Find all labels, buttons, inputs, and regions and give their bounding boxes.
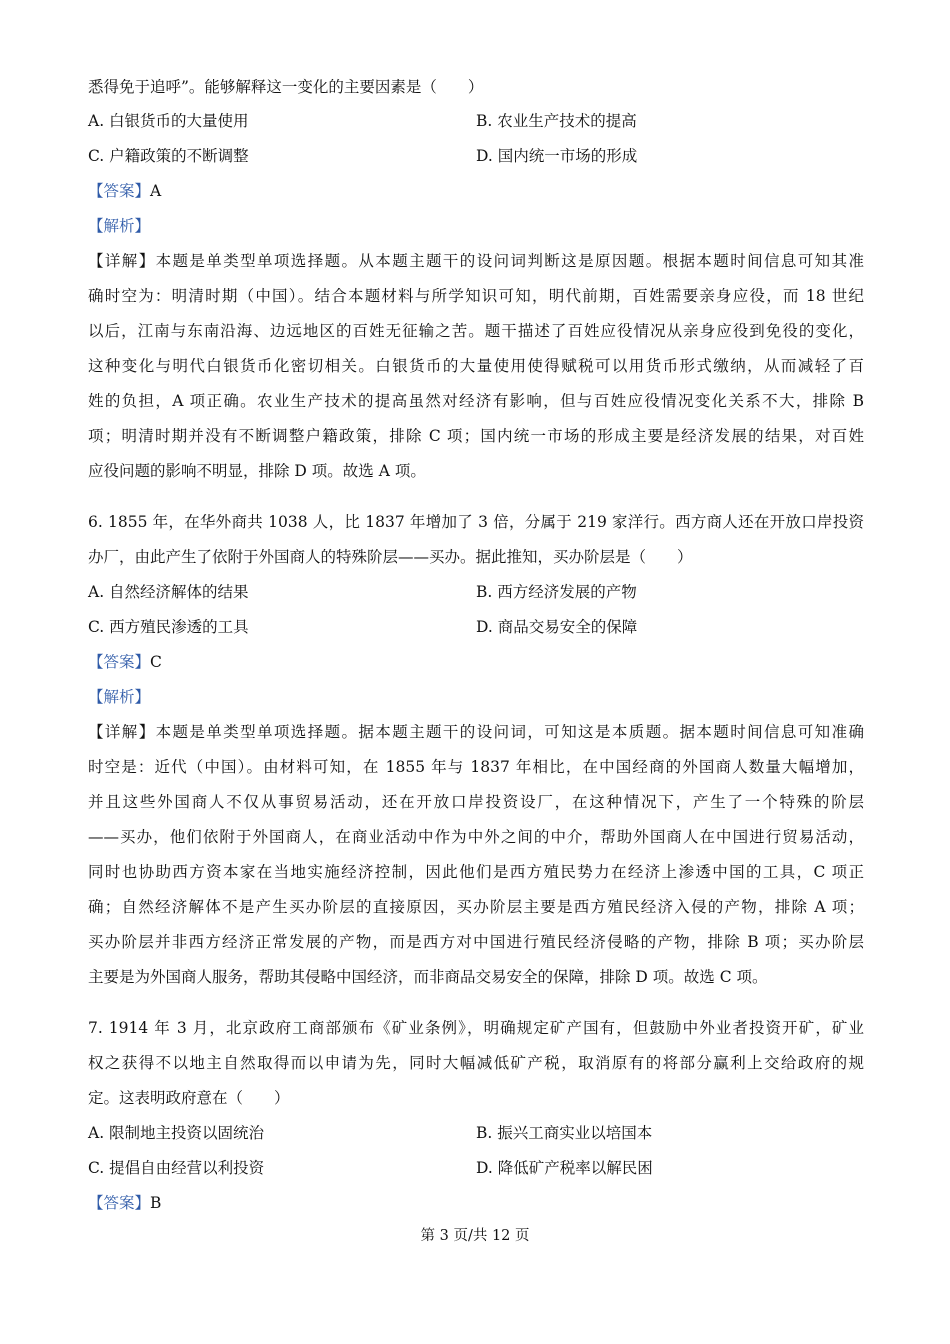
q6-detail-line: 并且这些外国商人不仅从事贸易活动，还在开放口岸投资设厂，在这种情况下，产生了一个特殊的阶层 <box>88 793 864 811</box>
q7-answer <box>88 1192 864 1214</box>
q5-stem-tail: 悉得免于追呼”。能够解释这一变化的主要因素是（ ） <box>88 78 484 96</box>
q6-option-b: B. 西方经济发展的产物 <box>476 583 637 601</box>
detail-tag: 【详解】 <box>88 723 156 741</box>
q7-option-a: A. 限制地主投资以固统治 <box>88 1124 265 1142</box>
q5-detail-line: 应役问题的影响不明显，排除 D 项。故选 A 项。 <box>88 462 426 480</box>
q5-analysis-tag: 【解析】 <box>88 217 151 235</box>
q7-stem-line: 7. 1914 年 3 月，北京政府工商部颁布《矿业条例》，明确规定矿产国有，但鼓励中外业者投资开矿，矿业 <box>88 1019 864 1037</box>
q6-stem-line: 办厂，由此产生了依附于外国商人的特殊阶层——买办。据此推知，买办阶层是（ ） <box>88 548 693 566</box>
detail-text: 本题是单类型单项选择题。从本题主题干的设问词判断这是原因题。根据本题时间信息可知其准 <box>155 252 864 270</box>
q6-option-c: C. 西方殖民渗透的工具 <box>88 618 249 636</box>
q7-option-b: B. 振兴工商实业以培国本 <box>476 1124 653 1142</box>
detail-tag: 【详解】 <box>88 252 156 270</box>
q7-stem-line: 定。这表明政府意在（ ） <box>88 1089 290 1107</box>
q6-option-d: D. 商品交易安全的保障 <box>476 618 638 636</box>
q5-option-b: B. 农业生产技术的提高 <box>476 112 637 130</box>
answer-value: A <box>150 182 162 200</box>
q7-stem-line: 权之获得不以地主自然取得而以申请为先，同时大幅减低矿产税，取消原有的将部分赢利上交给政府的规 <box>88 1054 864 1072</box>
answer-tag: 【答案】 <box>88 1194 151 1212</box>
q5-answer <box>88 180 864 202</box>
page-number-footer: 第 3 页/共 12 页 <box>420 1228 530 1244</box>
q6-detail-line <box>88 721 864 743</box>
q6-detail-line: 同时也协助西方资本家在当地实施经济控制，因此他们是西方殖民势力在经济上渗透中国的工具，C 项正 <box>88 863 864 881</box>
q5-detail-line: 以后，江南与东南沿海、边远地区的百姓无征输之苦。题干描述了百姓应役情况从亲身应役到免役的变化， <box>88 322 864 340</box>
q5-detail-line: 项；明清时期并没有不断调整户籍政策，排除 C 项；国内统一市场的形成主要是经济发展的结果，对百姓 <box>88 427 864 445</box>
answer-value: B <box>150 1194 162 1212</box>
q5-option-a: A. 白银货币的大量使用 <box>88 112 249 130</box>
q6-option-a: A. 自然经济解体的结果 <box>88 583 249 601</box>
q6-detail-line: ——买办，他们依附于外国商人，在商业活动中作为中外之间的中介，帮助外国商人在中国进行贸易活动， <box>88 828 864 846</box>
q5-detail-line: 确时空为：明清时期（中国）。结合本题材料与所学知识可知，明代前期，百姓需要亲身应役，而 18 世纪 <box>88 287 864 305</box>
q5-option-c: C. 户籍政策的不断调整 <box>88 147 249 165</box>
q5-detail-line <box>88 250 864 272</box>
q6-stem-line: 6. 1855 年，在华外商共 1038 人，比 1837 年增加了 3 倍，分属于 219 家洋行。西方商人还在开放口岸投资 <box>88 513 864 531</box>
answer-value: C <box>150 653 162 671</box>
q6-detail-line: 时空是：近代（中国）。由材料可知，在 1855 年与 1837 年相比，在中国经商的外国商人数量大幅增加， <box>88 758 864 776</box>
answer-tag: 【答案】 <box>88 182 151 200</box>
q5-option-d: D. 国内统一市场的形成 <box>476 147 638 165</box>
detail-text: 本题是单类型单项选择题。据本题主题干的设问词，可知这是本质题。据本题时间信息可知准确 <box>155 723 864 741</box>
q6-detail-line: 确；自然经济解体不是产生买办阶层的直接原因，买办阶层主要是西方殖民经济入侵的产物，排除 A 项； <box>88 898 864 916</box>
q7-option-c: C. 提倡自由经营以利投资 <box>88 1159 265 1177</box>
answer-tag: 【答案】 <box>88 653 151 671</box>
q6-answer <box>88 651 864 673</box>
q6-detail-line: 买办阶层并非西方经济正常发展的产物，而是西方对中国进行殖民经济侵略的产物，排除 B 项；买办阶层 <box>88 933 864 951</box>
q5-detail-line: 这种变化与明代白银货币化密切相关。白银货币的大量使用使得赋税可以用货币形式缴纳，从而减轻了百 <box>88 357 864 375</box>
q7-option-d: D. 降低矿产税率以解民困 <box>476 1159 653 1177</box>
q6-detail-line: 主要是为外国商人服务，帮助其侵略中国经济，而非商品交易安全的保障，排除 D 项。故选 C 项。 <box>88 968 768 986</box>
q6-analysis-tag: 【解析】 <box>88 688 151 706</box>
q5-detail-line: 姓的负担，A 项正确。农业生产技术的提高虽然对经济有影响，但与百姓应役情况变化关系不大，排除 B <box>88 392 864 410</box>
